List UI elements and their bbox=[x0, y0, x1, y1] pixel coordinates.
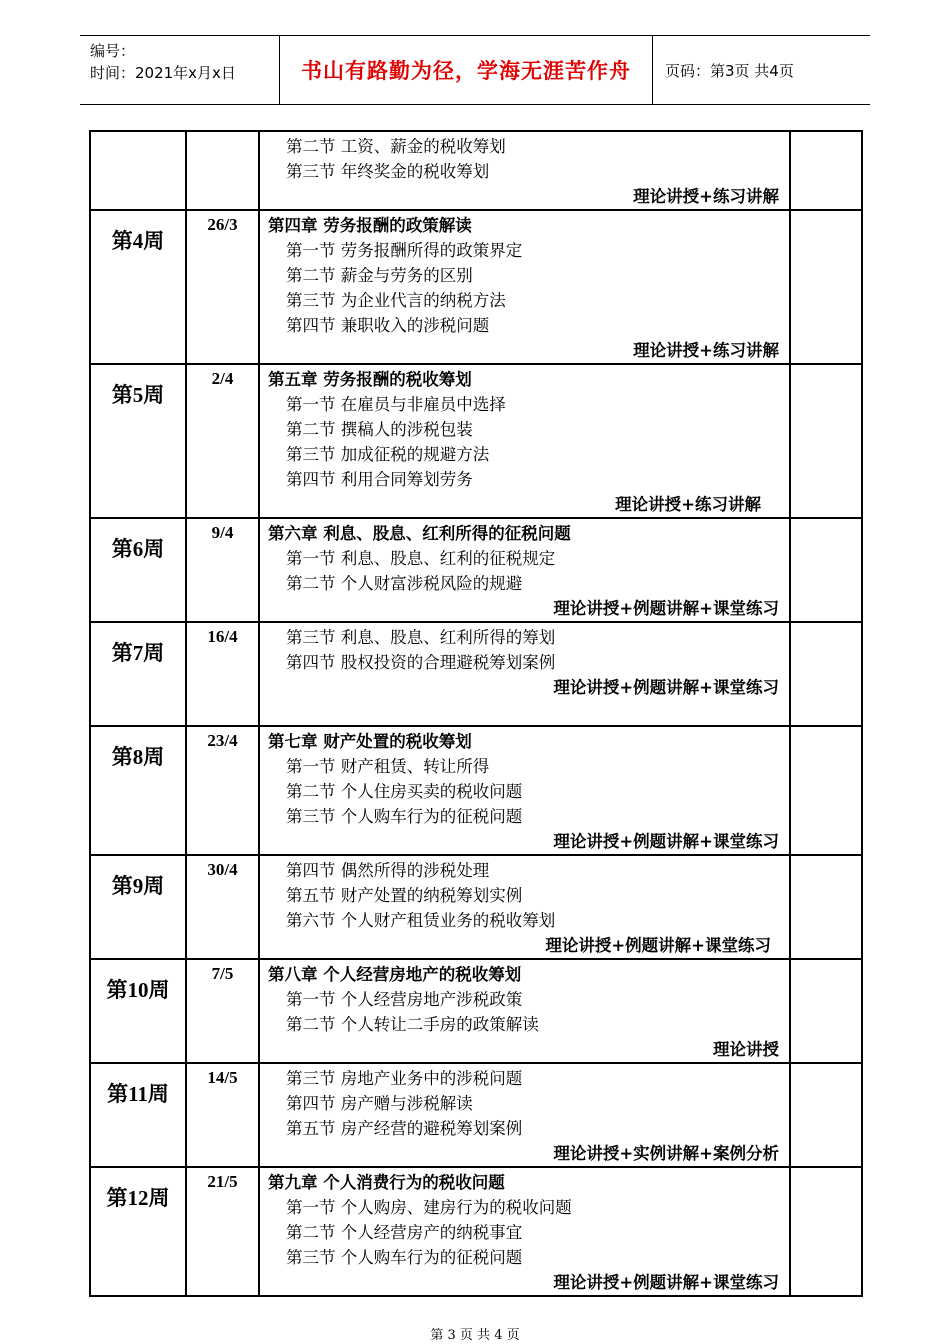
section-line: 第二节 个人转让二手房的政策解读 bbox=[286, 1015, 539, 1034]
section-line: 第六节 个人财产租赁业务的税收筹划 bbox=[286, 911, 556, 930]
page-header bbox=[80, 35, 870, 105]
schedule-row bbox=[90, 210, 862, 364]
week-cell: 第10周 bbox=[90, 959, 186, 1063]
week-cell: 第8周 bbox=[90, 726, 186, 855]
week-cell: 第7周 bbox=[90, 622, 186, 726]
section-line: 第二节 工资、薪金的税收筹划 bbox=[286, 137, 506, 156]
chapter-title: 第五章 劳务报酬的税收筹划 bbox=[268, 370, 472, 389]
date-cell: 23/4 bbox=[186, 726, 259, 855]
section-line: 第三节 个人购车行为的征税问题 bbox=[286, 1248, 523, 1267]
section-line: 第二节 个人财富涉税风险的规避 bbox=[286, 574, 523, 593]
section-line: 第三节 年终奖金的税收筹划 bbox=[286, 162, 490, 181]
section-line: 第四节 股权投资的合理避税筹划案例 bbox=[286, 653, 556, 672]
date-cell: 2/4 bbox=[186, 364, 259, 518]
section-line: 第一节 财产租赁、转让所得 bbox=[286, 757, 490, 776]
content-cell bbox=[259, 622, 790, 726]
teaching-method: 理论讲授+例题讲解+课堂练习 bbox=[553, 832, 779, 851]
notes-cell bbox=[790, 518, 862, 622]
teaching-method: 理论讲授+练习讲解 bbox=[633, 341, 779, 360]
teaching-method: 理论讲授+练习讲解 bbox=[633, 187, 779, 206]
schedule-row bbox=[90, 364, 862, 518]
chapter-title: 第七章 财产处置的税收筹划 bbox=[268, 732, 472, 751]
notes-cell bbox=[790, 1167, 862, 1296]
schedule-row bbox=[90, 131, 862, 210]
content-cell bbox=[259, 726, 790, 855]
date-cell: 16/4 bbox=[186, 622, 259, 726]
week-cell: 第11周 bbox=[90, 1063, 186, 1167]
section-line: 第一节 个人经营房地产涉税政策 bbox=[286, 990, 523, 1009]
schedule-row bbox=[90, 855, 862, 959]
section-line: 第一节 个人购房、建房行为的税收问题 bbox=[286, 1198, 572, 1217]
notes-cell bbox=[790, 1063, 862, 1167]
section-line: 第二节 薪金与劳务的区别 bbox=[286, 266, 473, 285]
teaching-method: 理论讲授+例题讲解+课堂练习 bbox=[553, 599, 779, 618]
section-line: 第二节 撰稿人的涉税包装 bbox=[286, 420, 473, 439]
date-cell: 9/4 bbox=[186, 518, 259, 622]
content-cell bbox=[259, 210, 790, 364]
section-line: 第三节 个人购车行为的征税问题 bbox=[286, 807, 523, 826]
content-cell bbox=[259, 855, 790, 959]
code-label: 编号： bbox=[90, 42, 136, 60]
section-line: 第三节 房地产业务中的涉税问题 bbox=[286, 1069, 523, 1088]
teaching-method: 理论讲授+例题讲解+课堂练习 bbox=[553, 678, 779, 697]
section-line: 第四节 利用合同筹划劳务 bbox=[286, 470, 473, 489]
notes-cell bbox=[790, 726, 862, 855]
chapter-title: 第四章 劳务报酬的政策解读 bbox=[268, 216, 472, 235]
week-cell: 第4周 bbox=[90, 210, 186, 364]
page-footer: 第 3 页 共 4 页 bbox=[430, 1328, 520, 1343]
date-cell: 14/5 bbox=[186, 1063, 259, 1167]
schedule-row bbox=[90, 518, 862, 622]
section-line: 第一节 利息、股息、红利的征税规定 bbox=[286, 549, 556, 568]
section-line: 第四节 兼职收入的涉税问题 bbox=[286, 316, 490, 335]
teaching-method: 理论讲授 bbox=[713, 1040, 779, 1059]
section-line: 第二节 个人住房买卖的税收问题 bbox=[286, 782, 523, 801]
schedule-row bbox=[90, 622, 862, 726]
content-cell bbox=[259, 1167, 790, 1296]
section-line: 第三节 加成征税的规避方法 bbox=[286, 445, 490, 464]
schedule-row bbox=[90, 959, 862, 1063]
chapter-title: 第六章 利息、股息、红利所得的征税问题 bbox=[268, 524, 571, 543]
schedule-row bbox=[90, 1167, 862, 1296]
notes-cell bbox=[790, 959, 862, 1063]
section-line: 第四节 房产赠与涉税解读 bbox=[286, 1094, 473, 1113]
section-line: 第五节 房产经营的避税筹划案例 bbox=[286, 1119, 523, 1138]
section-line: 第一节 劳务报酬所得的政策界定 bbox=[286, 241, 523, 260]
section-line: 第一节 在雇员与非雇员中选择 bbox=[286, 395, 506, 414]
chapter-title: 第八章 个人经营房地产的税收筹划 bbox=[268, 965, 522, 984]
teaching-method: 理论讲授+例题讲解+课堂练习 bbox=[545, 936, 771, 955]
section-line: 第三节 利息、股息、红利所得的筹划 bbox=[286, 628, 556, 647]
content-cell bbox=[259, 518, 790, 622]
week-cell: 第12周 bbox=[90, 1167, 186, 1296]
teaching-method: 理论讲授+例题讲解+课堂练习 bbox=[553, 1273, 779, 1292]
content-cell bbox=[259, 364, 790, 518]
notes-cell bbox=[790, 855, 862, 959]
teaching-method: 理论讲授+实例讲解+案例分析 bbox=[553, 1144, 779, 1163]
week-cell bbox=[90, 131, 186, 210]
chapter-title: 第九章 个人消费行为的税收问题 bbox=[268, 1173, 505, 1192]
header-motto: 书山有路勤为径，学海无涯苦作舟 bbox=[280, 36, 653, 104]
date-cell: 30/4 bbox=[186, 855, 259, 959]
date-cell: 21/5 bbox=[186, 1167, 259, 1296]
blank-line bbox=[268, 700, 779, 725]
section-line: 第五节 财产处置的纳税筹划实例 bbox=[286, 886, 523, 905]
content-cell bbox=[259, 1063, 790, 1167]
notes-cell bbox=[790, 622, 862, 726]
notes-cell bbox=[790, 210, 862, 364]
week-cell: 第6周 bbox=[90, 518, 186, 622]
header-meta bbox=[80, 36, 280, 104]
section-line: 第四节 偶然所得的涉税处理 bbox=[286, 861, 490, 880]
date-cell: 26/3 bbox=[186, 210, 259, 364]
teaching-method: 理论讲授+练习讲解 bbox=[615, 495, 761, 514]
notes-cell bbox=[790, 364, 862, 518]
content-cell bbox=[259, 959, 790, 1063]
time-label: 时间：2021年x月x日 bbox=[90, 64, 236, 82]
section-line: 第三节 为企业代言的纳税方法 bbox=[286, 291, 506, 310]
schedule-table bbox=[89, 130, 863, 1297]
content-cell bbox=[259, 131, 790, 210]
section-line: 第二节 个人经营房产的纳税事宜 bbox=[286, 1223, 523, 1242]
week-cell: 第5周 bbox=[90, 364, 186, 518]
date-cell: 7/5 bbox=[186, 959, 259, 1063]
week-cell: 第9周 bbox=[90, 855, 186, 959]
notes-cell bbox=[790, 131, 862, 210]
schedule-row bbox=[90, 726, 862, 855]
header-page-info: 页码：第3页 共4页 bbox=[665, 61, 794, 80]
date-cell bbox=[186, 131, 259, 210]
schedule-row bbox=[90, 1063, 862, 1167]
